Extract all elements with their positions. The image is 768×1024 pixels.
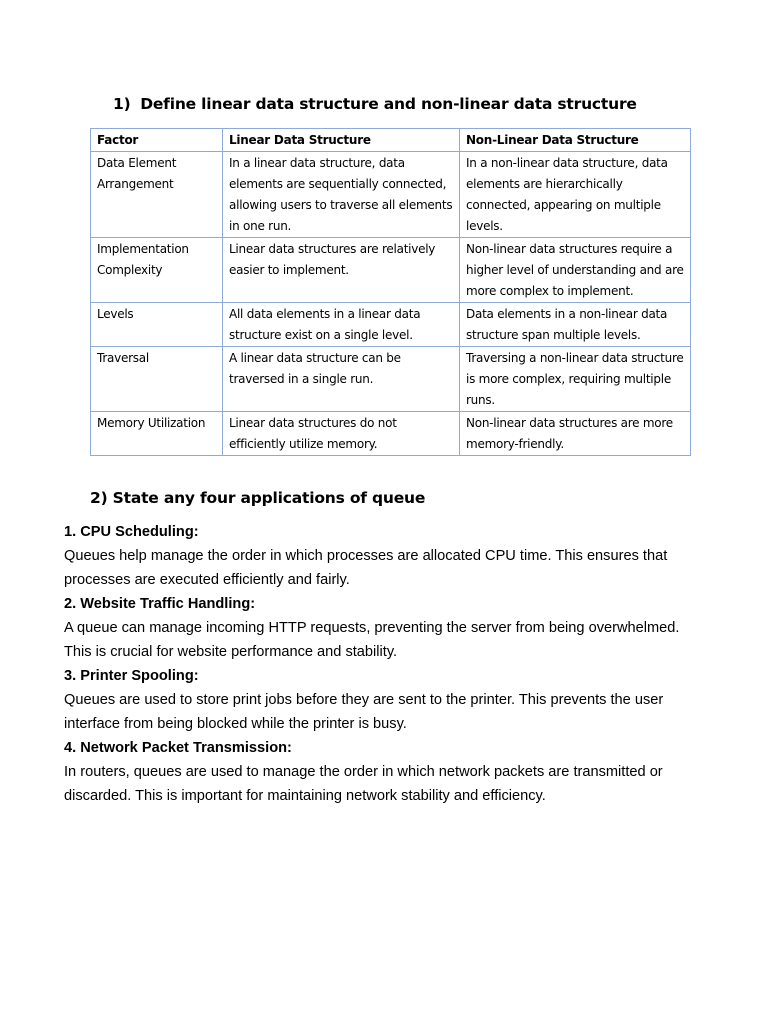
row-non-linear-cell: Non-linear data structures are more memory-friendly. [460, 412, 691, 456]
applications-list [64, 520, 704, 808]
table-row [91, 347, 691, 412]
row-linear-cell: Linear data structures are relatively easier to implement. [223, 238, 460, 303]
table-row [91, 152, 691, 238]
application-description: Queues help manage the order in which processes are allocated CPU time. This ensures that processes are executed efficiently and fairly. [64, 548, 668, 588]
application-description: A queue can manage incoming HTTP requests, preventing the server from being overwhelmed. This is crucial for website performance and stability. [64, 620, 680, 660]
list-item [64, 736, 704, 808]
list-item [64, 592, 704, 664]
question-2-heading: 2) State any four applications of queue [90, 489, 426, 507]
question-1-number: 1) [113, 95, 131, 113]
row-non-linear-cell: In a non-linear data structure, data elements are hierarchically connected, appearing on multiple levels. [460, 152, 691, 238]
row-linear-cell: Linear data structures do not efficiently utilize memory. [223, 412, 460, 456]
header-non-linear: Non-Linear Data Structure [460, 129, 691, 152]
row-linear-cell: A linear data structure can be traversed in a single run. [223, 347, 460, 412]
row-factor-cell: Levels [91, 303, 223, 347]
table-header-row [91, 129, 691, 152]
row-factor-cell: Traversal [91, 347, 223, 412]
list-item [64, 520, 704, 592]
application-title: 2. Website Traffic Handling: [64, 596, 256, 612]
application-title: 1. CPU Scheduling: [64, 524, 199, 540]
application-description: Queues are used to store print jobs before they are sent to the printer. This prevents the user interface from being blocked while the printer is busy. [64, 692, 664, 732]
row-factor-cell: Data Element Arrangement [91, 152, 223, 238]
row-non-linear-cell: Data elements in a non-linear data structure span multiple levels. [460, 303, 691, 347]
question-1-text: Define linear data structure and non-linear data structure [140, 95, 637, 113]
row-linear-cell: In a linear data structure, data elements are sequentially connected, allowing users to traverse all elements in one run. [223, 152, 460, 238]
comparison-table [90, 128, 691, 456]
header-linear: Linear Data Structure [223, 129, 460, 152]
row-factor-cell: Memory Utilization [91, 412, 223, 456]
header-factor: Factor [91, 129, 223, 152]
question-1-heading [113, 93, 637, 115]
application-title: 3. Printer Spooling: [64, 668, 199, 684]
row-linear-cell: All data elements in a linear data structure exist on a single level. [223, 303, 460, 347]
row-factor-cell: Implementation Complexity [91, 238, 223, 303]
application-description: In routers, queues are used to manage the order in which network packets are transmitted or discarded. This is important for maintaining network stability and efficiency. [64, 764, 663, 804]
row-non-linear-cell: Non-linear data structures require a higher level of understanding and are more complex to implement. [460, 238, 691, 303]
application-title: 4. Network Packet Transmission: [64, 740, 292, 756]
row-non-linear-cell: Traversing a non-linear data structure is more complex, requiring multiple runs. [460, 347, 691, 412]
table-row [91, 303, 691, 347]
list-item [64, 664, 704, 736]
table-row [91, 412, 691, 456]
table-row [91, 238, 691, 303]
